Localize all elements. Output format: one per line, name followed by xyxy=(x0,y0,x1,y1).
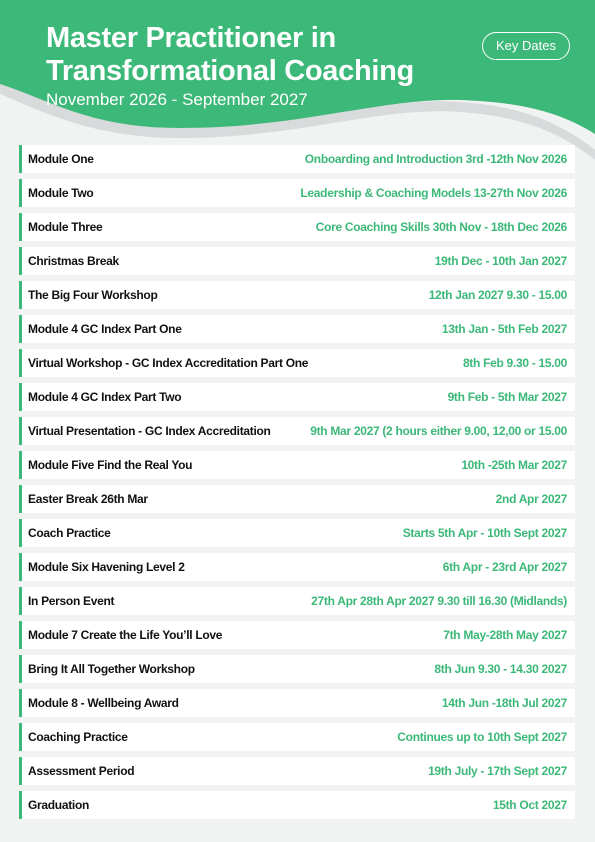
schedule-row xyxy=(19,281,575,309)
schedule-row-label: Easter Break 26th Mar xyxy=(28,492,148,506)
key-dates-badge: Key Dates xyxy=(482,32,570,60)
schedule-row xyxy=(19,723,575,751)
schedule-row xyxy=(19,689,575,717)
title-line-2: Transformational Coaching xyxy=(46,55,414,87)
schedule-row-date: 19th Dec - 10th Jan 2027 xyxy=(434,254,567,268)
schedule-list xyxy=(19,145,575,825)
schedule-row xyxy=(19,145,575,173)
schedule-row-label: Module 7 Create the Life You’ll Love xyxy=(28,628,223,642)
schedule-row-date: 9th Mar 2027 (2 hours either 9.00, 12,00 or 15.00 xyxy=(310,424,567,438)
schedule-row xyxy=(19,179,575,207)
schedule-row xyxy=(19,247,575,275)
schedule-row xyxy=(19,315,575,343)
schedule-row-label: Module Three xyxy=(28,220,103,234)
schedule-row xyxy=(19,621,575,649)
date-range-subtitle: November 2026 - September 2027 xyxy=(46,90,308,109)
page-title xyxy=(46,22,414,88)
schedule-row xyxy=(19,349,575,377)
schedule-row xyxy=(19,757,575,785)
schedule-row-label: Module Six Havening Level 2 xyxy=(28,560,185,574)
schedule-row-date: Starts 5th Apr - 10th Sept 2027 xyxy=(402,526,567,540)
schedule-row-label: Module Two xyxy=(28,186,94,200)
schedule-row-date: 19th July - 17th Sept 2027 xyxy=(428,764,567,778)
schedule-row-label: Module 4 GC Index Part One xyxy=(28,322,182,336)
schedule-row-date: 27th Apr 28th Apr 2027 9.30 till 16.30 (Midlands) xyxy=(311,594,567,608)
schedule-row-date: 14th Jun -18th Jul 2027 xyxy=(441,696,567,710)
schedule-row-label: Module 4 GC Index Part Two xyxy=(28,390,182,404)
schedule-row xyxy=(19,213,575,241)
schedule-row-date: 8th Feb 9.30 - 15.00 xyxy=(462,356,567,370)
schedule-row xyxy=(19,451,575,479)
schedule-row-date: 7th May-28th May 2027 xyxy=(443,628,567,642)
schedule-row-label: Graduation xyxy=(28,798,90,812)
schedule-row-label: Coaching Practice xyxy=(28,730,128,744)
schedule-row-date: Core Coaching Skills 30th Nov - 18th Dec 2026 xyxy=(315,220,567,234)
schedule-row-label: Coach Practice xyxy=(28,526,111,540)
schedule-row-label: Christmas Break xyxy=(28,254,119,268)
schedule-row-label: Virtual Workshop - GC Index Accreditation Part One xyxy=(28,356,309,370)
schedule-row-date: 12th Jan 2027 9.30 - 15.00 xyxy=(428,288,567,302)
schedule-row-date: 2nd Apr 2027 xyxy=(495,492,567,506)
schedule-row-label: Assessment Period xyxy=(28,764,135,778)
schedule-row-date: 10th -25th Mar 2027 xyxy=(461,458,567,472)
schedule-row xyxy=(19,519,575,547)
schedule-row-label: Bring It All Together Workshop xyxy=(28,662,195,676)
schedule-row xyxy=(19,655,575,683)
schedule-row-label: Module 8 - Wellbeing Award xyxy=(28,696,179,710)
schedule-row-date: 9th Feb - 5th Mar 2027 xyxy=(447,390,567,404)
schedule-row xyxy=(19,383,575,411)
title-line-1: Master Practitioner in xyxy=(46,22,336,54)
schedule-row xyxy=(19,485,575,513)
schedule-row-date: Onboarding and Introduction 3rd -12th Nov 2026 xyxy=(304,152,567,166)
schedule-row-date: 6th Apr - 23rd Apr 2027 xyxy=(442,560,567,574)
schedule-row xyxy=(19,791,575,819)
schedule-row xyxy=(19,417,575,445)
schedule-row-date: Leadership & Coaching Models 13-27th Nov 2026 xyxy=(300,186,567,200)
schedule-row xyxy=(19,553,575,581)
schedule-row-date: 8th Jun 9.30 - 14.30 2027 xyxy=(434,662,567,676)
schedule-row-label: Module Five Find the Real You xyxy=(28,458,193,472)
schedule-row-date: 15th Oct 2027 xyxy=(492,798,567,812)
schedule-row-label: Virtual Presentation - GC Index Accreditation xyxy=(28,424,271,438)
schedule-row-date: Continues up to 10th Sept 2027 xyxy=(397,730,567,744)
schedule-row-date: 13th Jan - 5th Feb 2027 xyxy=(441,322,567,336)
schedule-row-label: Module One xyxy=(28,152,94,166)
schedule-row-label: In Person Event xyxy=(28,594,115,608)
schedule-row-label: The Big Four Workshop xyxy=(28,288,158,302)
schedule-row xyxy=(19,587,575,615)
